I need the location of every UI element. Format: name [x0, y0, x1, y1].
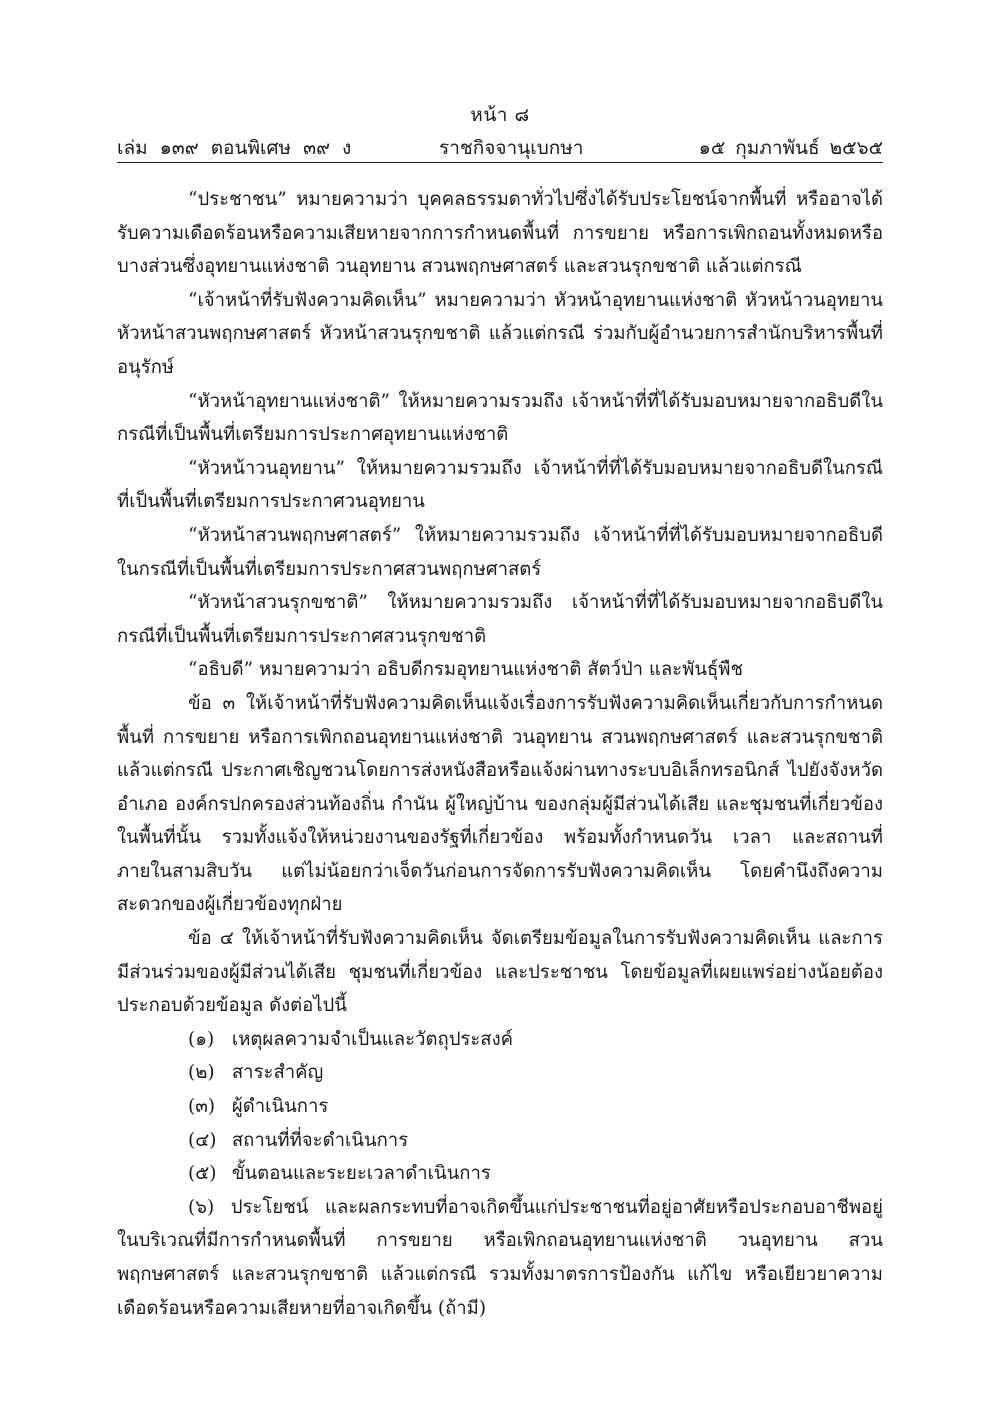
definition-forest-park-head: “หัวหน้าวนอุทยาน” ให้หมายความรวมถึง เจ้าหน้าที่ที่ได้รับมอบหมายจากอธิบดีในกรณีที่เป็นพื้นที่เตรียมการประกาศวนอุทยาน [117, 457, 883, 513]
list-item-number: (๓) [188, 1096, 216, 1118]
list-item [117, 1056, 883, 1090]
list-item-text: ผู้ดำเนินการ [231, 1096, 329, 1118]
list-item-text: เหตุผลความจำเป็นและวัตถุประสงค์ [231, 1028, 514, 1050]
definition-public: “ประชาชน” หมายความว่า บุคคลธรรมดาทั่วไปซึ่งได้รับประโยชน์จากพื้นที่ หรืออาจได้รับความเดือดร้อนหรือความเสียหายจากการกำหนดพื้นที่ การขยาย หรือการเพิกถอนทั้งหมดหรือบางส่วนซึ่งอุทยานแห่งชาติ วนอุทยาน สวนพฤกษศาสตร์ และสวนรุกขชาติ แล้วแต่กรณี [117, 189, 883, 278]
list-item [117, 1090, 883, 1124]
clause-4: ข้อ ๔ ให้เจ้าหน้าที่รับฟังความคิดเห็น จัดเตรียมข้อมูลในการรับฟังความคิดเห็น และการมีส่วนร่วมของผู้มีส่วนได้เสีย ชุมชนที่เกี่ยวข้อง และประชาชน โดยข้อมูลที่เผยแพร่อย่างน้อยต้องประกอบด้วยข้อมูล ดังต่อไปนี้ [117, 928, 883, 1017]
list-item-number: (๑) [188, 1028, 215, 1050]
document-body [117, 183, 883, 1325]
list-item-6: (๖) ประโยชน์ และผลกระทบที่อาจเกิดขึ้นแก่ประชาชนที่อยู่อาศัยหรือประกอบอาชีพอยู่ในบริเวณที่มีการกำหนดพื้นที่ การขยาย หรือเพิกถอนอุทยานแห่งชาติ วนอุทยาน สวนพฤกษศาสตร์ และสวนรุกขชาติ แล้วแต่กรณี รวมทั้งมาตรการป้องกัน แก้ไข หรือเยียวยาความเดือดร้อนหรือความเสียหายที่อาจเกิดขึ้น (ถ้ามี) [117, 1196, 883, 1319]
definition-hearing-officer: “เจ้าหน้าที่รับฟังความคิดเห็น” หมายความว่า หัวหน้าอุทยานแห่งชาติ หัวหน้าวนอุทยาน หัวหน้าสวนพฤกษศาสตร์ หัวหน้าสวนรุกขชาติ แล้วแต่กรณี ร่วมกับผู้อำนวยการสำนักบริหารพื้นที่อนุรักษ์ [117, 289, 883, 378]
definition-arboretum-head: “หัวหน้าสวนรุกขชาติ” ให้หมายความรวมถึง เจ้าหน้าที่ที่ได้รับมอบหมายจากอธิบดีในกรณีที่เป็นพื้นที่เตรียมการประกาศสวนรุกขชาติ [117, 592, 883, 647]
publication-date: ๑๕ กุมภาพันธ์ ๒๕๖๕ [698, 137, 883, 159]
list-item [117, 1124, 883, 1158]
list-item-text: สถานที่ที่จะดำเนินการ [231, 1129, 409, 1151]
publication-title: ราชกิจจานุเบกษา [439, 137, 584, 159]
definition-botanical-garden-head: “หัวหน้าสวนพฤกษศาสตร์” ให้หมายความรวมถึง เจ้าหน้าที่ที่ได้รับมอบหมายจากอธิบดีในกรณีที่เป็นพื้นที่เตรียมการประกาศสวนพฤกษศาสตร์ [117, 524, 883, 580]
definition-director-general: “อธิบดี” หมายความว่า อธิบดีกรมอุทยานแห่งชาติ สัตว์ป่า และพันธุ์พืช [188, 659, 744, 681]
list-item-text: ขั้นตอนและระยะเวลาดำเนินการ [231, 1163, 491, 1185]
page-number: หน้า ๘ [470, 104, 530, 126]
volume-issue: เล่ม ๑๓๙ ตอนพิเศษ ๓๙ ง [117, 137, 352, 159]
list-item [117, 1157, 883, 1191]
list-item-number: (๕) [188, 1163, 217, 1185]
header-divider [117, 162, 883, 163]
list-item-number: (๒) [188, 1062, 215, 1084]
list-item [117, 1023, 883, 1057]
list-item-number: (๔) [188, 1129, 217, 1151]
clause-3: ข้อ ๓ ให้เจ้าหน้าที่รับฟังความคิดเห็นแจ้งเรื่องการรับฟังความคิดเห็นเกี่ยวกับการกำหนดพื้นที่ การขยาย หรือการเพิกถอนอุทยานแห่งชาติ วนอุทยาน สวนพฤกษศาสตร์ และสวนรุกขชาติ แล้วแต่กรณี ประกาศเชิญชวนโดยการส่งหนังสือหรือแจ้งผ่านทางระบบอิเล็กทรอนิกส์ ไปยังจังหวัด อำเภอ องค์กรปกครองส่วนท้องถิ่น กำนัน ผู้ใหญ่บ้าน ของกลุ่มผู้มีส่วนได้เสีย และชุมชนที่เกี่ยวข้องในพื้นที่นั้น รวมทั้งแจ้งให้หน่วยงานของรัฐที่เกี่ยวข้อง พร้อมทั้งกำหนดวัน เวลา และสถานที่ ภายในสามสิบวัน แต่ไม่น้อยกว่าเจ็ดวันก่อนการจัดการรับฟังความคิดเห็น โดยคำนึงถึงความสะดวกของผู้เกี่ยวข้องทุกฝ่าย [117, 692, 883, 916]
list-item-text: สาระสำคัญ [231, 1062, 324, 1084]
gazette-header [117, 133, 883, 163]
definition-national-park-head: “หัวหน้าอุทยานแห่งชาติ” ให้หมายความรวมถึง เจ้าหน้าที่ที่ได้รับมอบหมายจากอธิบดีในกรณีที่เป็นพื้นที่เตรียมการประกาศอุทยานแห่งชาติ [117, 390, 883, 446]
